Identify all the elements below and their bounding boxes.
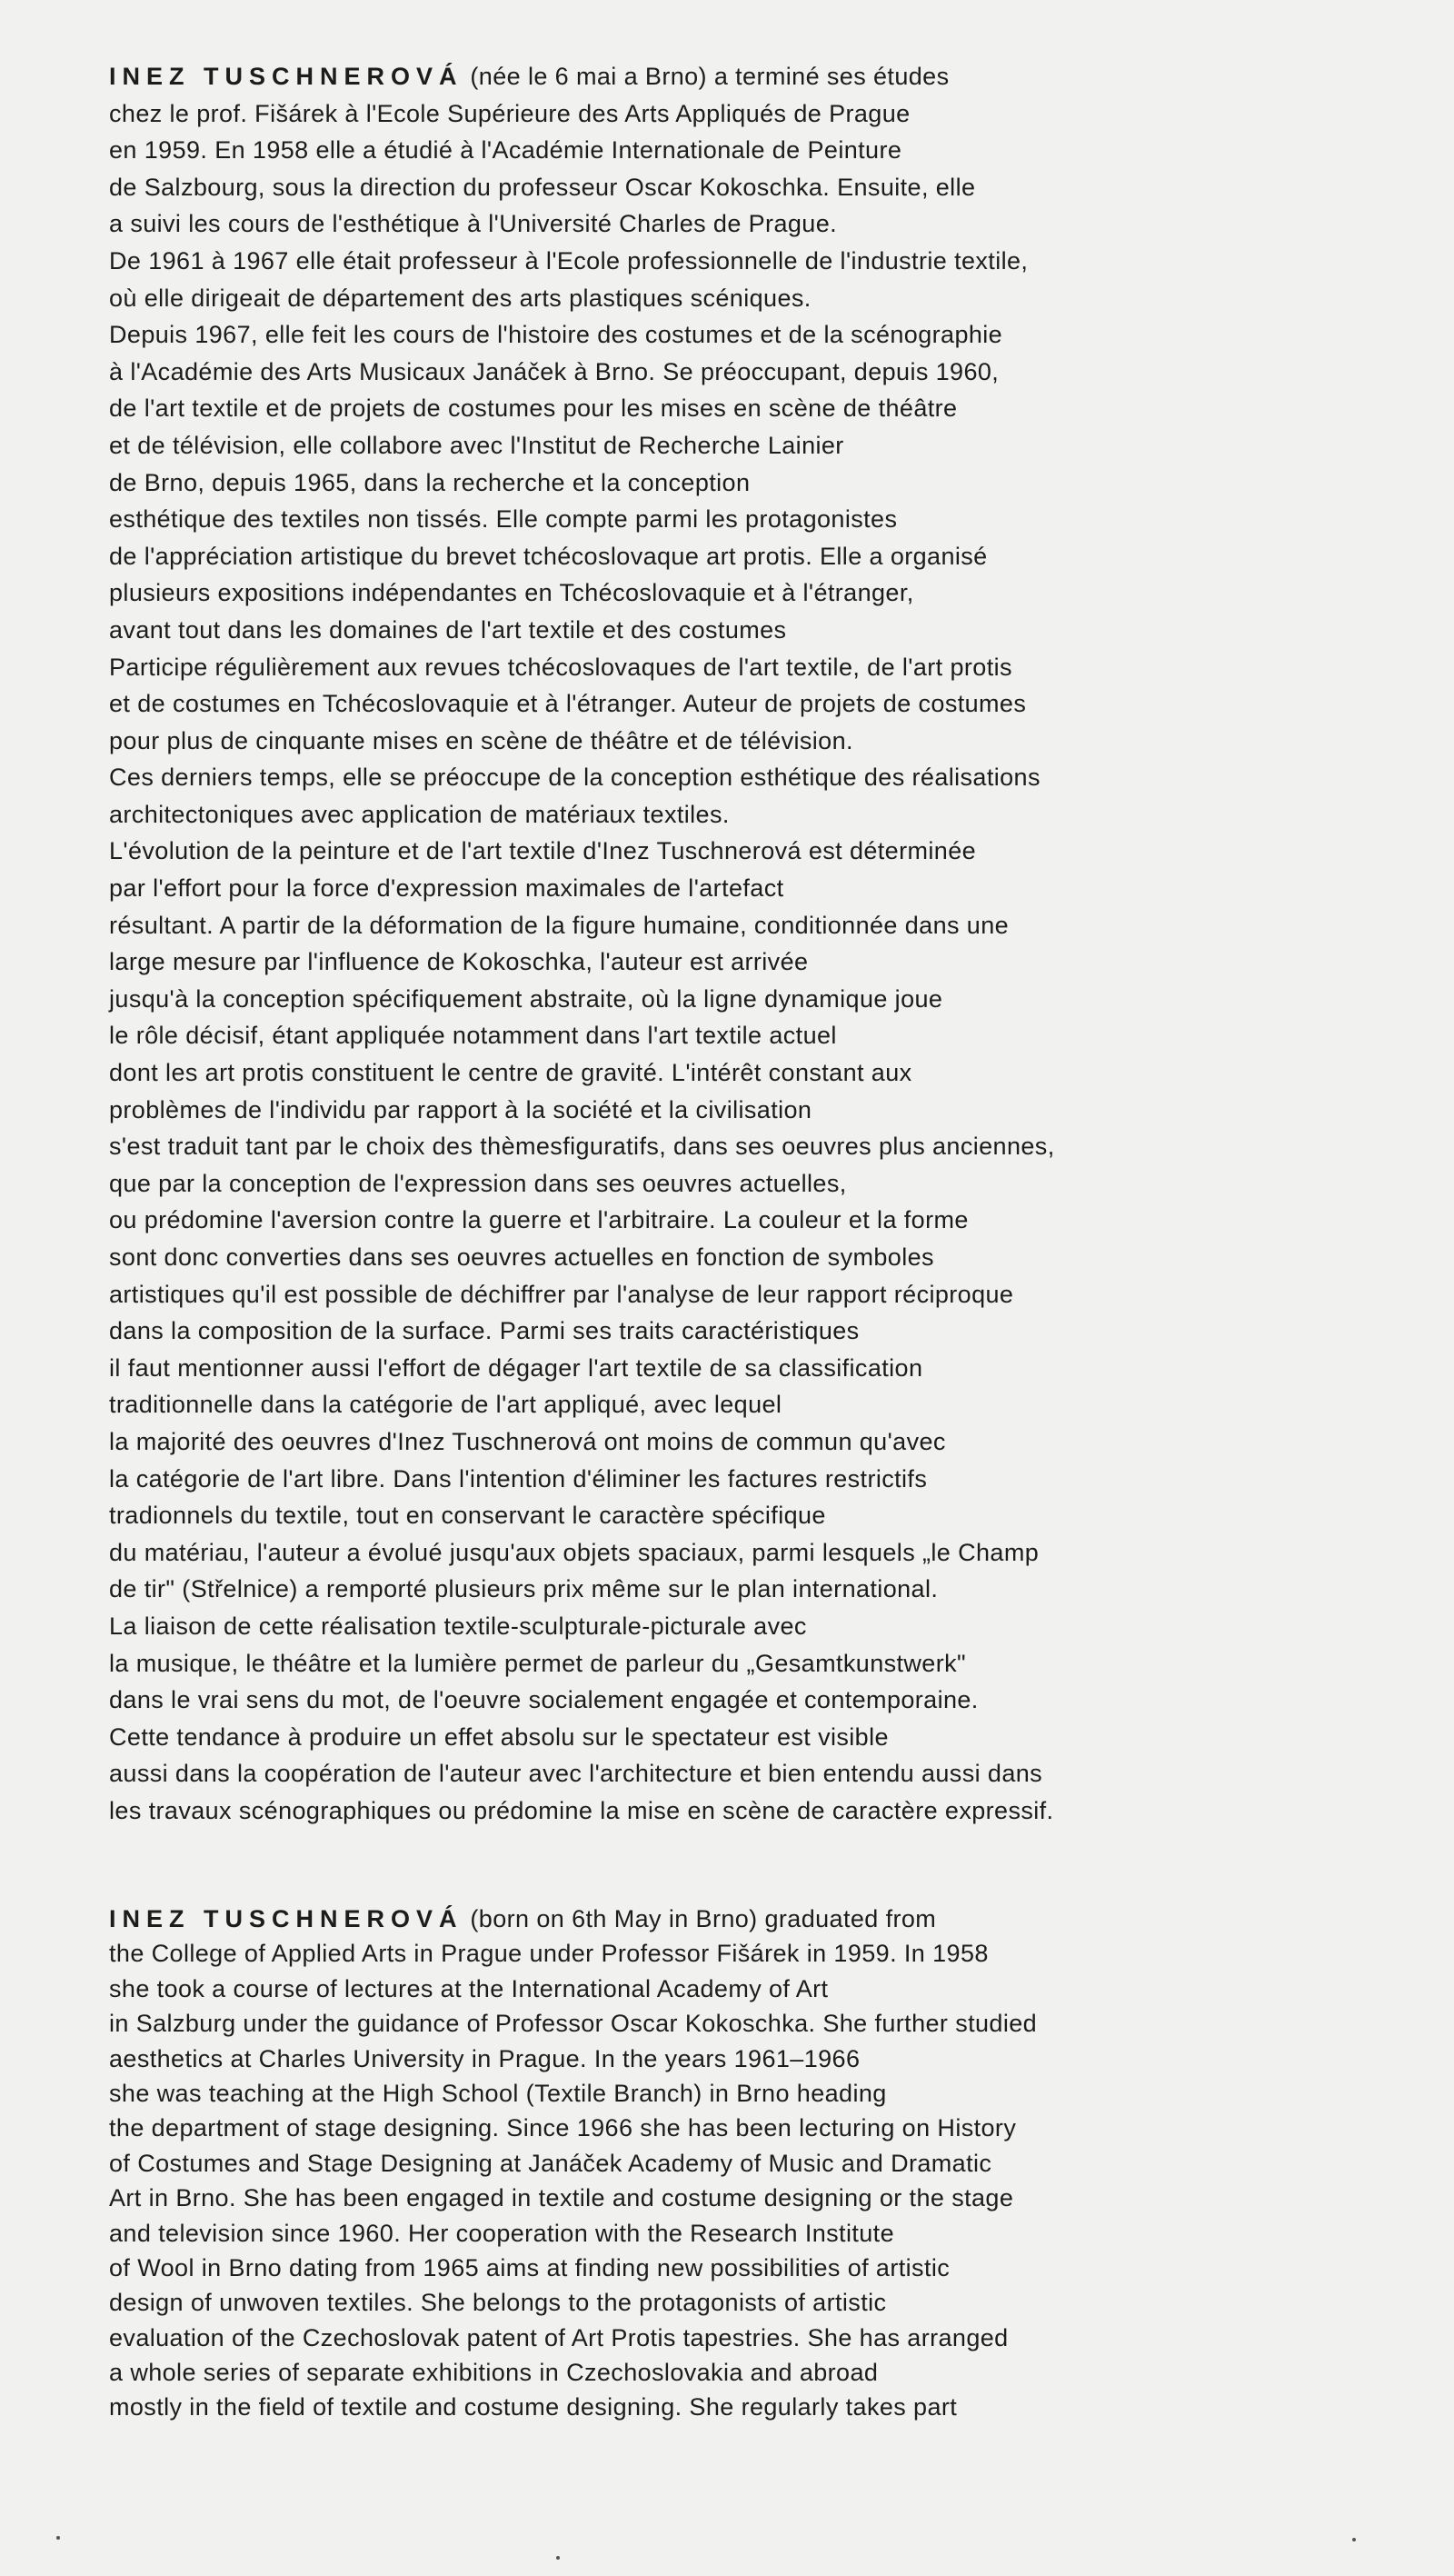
text-line [109,1128,1055,1165]
line-text: L'évolution de la peinture et de l'art textile d'Inez Tuschnerová est déterminée [109,837,977,865]
text-line [109,1239,1055,1276]
line-text: Participe régulièrement aux revues tchécoslovaques de l'art textile, de l'art protis [109,653,1012,681]
text-line [109,95,1055,133]
text-line [109,1608,1055,1645]
text-line [109,1682,1055,1719]
line-text: dans le vrai sens du mot, de l'oeuvre socialement engagée et contemporaine. [109,1686,979,1714]
text-line [109,1755,1055,1792]
line-text: avant tout dans les domaines de l'art textile et des costumes [109,615,787,644]
line-text: traditionnelle dans la catégorie de l'art appliqué, avec lequel [109,1391,782,1419]
text-line [109,1461,1055,1498]
line-text: La liaison de cette réalisation textile-sculpturale-picturale avec [109,1612,807,1640]
text-line [109,2181,1037,2215]
line-text: the department of stage designing. Since 1966 she has been lecturing on History [109,2114,1017,2142]
line-text: ou prédomine l'aversion contre la guerre et l'arbitraire. La couleur et la forme [109,1206,969,1234]
text-line [109,1350,1055,1387]
text-line [109,1792,1055,1830]
text-line [109,1386,1055,1423]
text-line [109,759,1055,796]
text-line [109,870,1055,907]
line-text: a whole series of separate exhibitions in Czechoslovakia and abroad [109,2359,879,2387]
line-text: De 1961 à 1967 elle était professeur à l'Ecole professionnelle de l'industrie textile, [109,246,1029,275]
text-line [109,1423,1055,1461]
line-text: esthétique des textiles non tissés. Elle compte parmi les protagonistes [109,505,898,534]
line-text: design of unwoven textiles. She belongs to the protagonists of artistic [109,2289,887,2317]
text-line [109,907,1055,944]
text-line [109,1276,1055,1313]
text-line [109,1017,1055,1054]
text-line [109,2216,1037,2251]
french-biography [109,58,1055,1830]
text-line [109,2076,1037,2111]
line-text: de l'appréciation artistique du brevet tchécoslovaque art protis. Elle a organisé [109,542,988,570]
line-text: que par la conception de l'expression dans ses oeuvres actuelles, [109,1169,847,1197]
line-text: et de télévision, elle collabore avec l'Institut de Recherche Lainier [109,431,844,459]
line-text: architectoniques avec application de matériaux textiles. [109,800,730,828]
text-line [109,169,1055,206]
text-line [109,316,1055,354]
line-text: s'est traduit tant par le choix des thèmesfiguratifs, dans ses oeuvres plus anciennes, [109,1133,1055,1161]
text-line [109,1645,1055,1682]
text-line [109,2355,1037,2390]
line-text: pour plus de cinquante mises en scène de théâtre et de télévision. [109,726,853,754]
text-line [109,2390,1037,2424]
english-biography [109,1902,1037,2425]
text-line [109,1092,1055,1129]
text-line [109,205,1055,243]
line-text: aesthetics at Charles University in Prague. In the years 1961–1966 [109,2044,861,2072]
text-line [109,1202,1055,1239]
line-text: le rôle décisif, étant appliquée notamment dans l'art textile actuel [109,1022,837,1050]
text-line [109,280,1055,317]
text-line [109,58,1055,95]
text-line [109,2006,1037,2041]
line-text: mostly in the field of textile and costume designing. She regularly takes part [109,2393,958,2421]
line-text: Ces derniers temps, elle se préoccupe de la conception esthétique des réalisations [109,764,1041,792]
line-text: Cette tendance à produire un effet absolu sur le spectateur est visible [109,1722,889,1751]
line-text: aussi dans la coopération de l'auteur avec l'architecture et bien entendu aussi dans [109,1760,1043,1788]
text-line [109,354,1055,391]
line-text: artistiques qu'il est possible de déchiffrer par l'analyse de leur rapport réciproque [109,1280,1014,1308]
line-text: of Costumes and Stage Designing at Janáček Academy of Music and Dramatic [109,2149,992,2177]
line-text: a suivi les cours de l'esthétique à l'Université Charles de Prague. [109,210,838,238]
text-line [109,1165,1055,1203]
line-text: de Salzbourg, sous la direction du professeur Oscar Kokoschka. Ensuite, elle [109,173,976,201]
text-line [109,2251,1037,2285]
text-line [109,574,1055,612]
text-line [109,1054,1055,1092]
scan-speck [1352,2538,1356,2541]
scan-speck [556,2556,560,2560]
line-text: sont donc converties dans ses oeuvres actuelles en fonction de symboles [109,1243,934,1271]
line-text: la catégorie de l'art libre. Dans l'intention d'éliminer les factures restrictifs [109,1464,928,1493]
text-line [109,501,1055,538]
text-line [109,464,1055,502]
line-text: de l'art textile et de projets de costumes pour les mises en scène de théâtre [109,394,958,423]
line-text: she was teaching at the High School (Textile Branch) in Brno heading [109,2079,887,2107]
scan-speck [56,2536,60,2540]
line-text: les travaux scénographiques ou prédomine la mise en scène de caractère expressif. [109,1796,1054,1824]
text-line [109,132,1055,169]
line-text: and television since 1960. Her cooperation with the Research Institute [109,2219,894,2247]
text-line [109,390,1055,427]
line-text: chez le prof. Fišárek à l'Ecole Supérieure des Arts Appliqués de Prague [109,99,911,127]
line-text: (née le 6 mai a Brno) a terminé ses études [463,63,950,90]
line-text: en 1959. En 1958 elle a étudié à l'Académie Internationale de Peinture [109,136,902,165]
text-line [109,649,1055,686]
text-line [109,1719,1055,1756]
line-text: dans la composition de la surface. Parmi ses traits caractéristiques [109,1317,860,1345]
line-text: de Brno, depuis 1965, dans la recherche et la conception [109,468,751,496]
text-line [109,981,1055,1018]
line-text: du matériau, l'auteur a évolué jusqu'aux objets spaciaux, parmi lesquels „le Champ [109,1538,1040,1566]
text-line [109,2042,1037,2076]
line-text: il faut mentionner aussi l'effort de dégager l'art textile de sa classification [109,1353,923,1382]
line-text: of Wool in Brno dating from 1965 aims at finding new possibilities of artistic [109,2253,951,2281]
line-text: in Salzburg under the guidance of Professor Oscar Kokoschka. She further studied [109,2010,1038,2038]
text-line [109,1972,1037,2006]
line-text: tradionnels du textile, tout en conservant le caractère spécifique [109,1502,826,1530]
line-text: dont les art protis constituent le centre de gravité. L'intérêt constant aux [109,1059,912,1087]
line-text: et de costumes en Tchécoslovaquie et à l'étranger. Auteur de projets de costumes [109,690,1027,718]
text-line [109,1936,1037,1971]
text-line [109,243,1055,280]
line-text: large mesure par l'influence de Kokoschka, l'auteur est arrivée [109,948,809,976]
text-line [109,1902,1037,1936]
text-line [109,1497,1055,1534]
text-line [109,427,1055,464]
text-line [109,612,1055,649]
line-text: she took a course of lectures at the International Academy of Art [109,1974,829,2002]
line-text: jusqu'à la conception spécifiquement abstraite, où la ligne dynamique joue [109,984,943,1013]
text-line [109,1313,1055,1350]
artist-name: INEZ TUSCHNEROVÁ [109,1905,463,1932]
line-text: Depuis 1967, elle feit les cours de l'histoire des costumes et de la scénographie [109,321,1003,349]
line-text: la musique, le théâtre et la lumière permet de parleur du „Gesamtkunstwerk" [109,1649,967,1677]
artist-name: INEZ TUSCHNEROVÁ [109,63,463,90]
text-line [109,538,1055,575]
line-text: plusieurs expositions indépendantes en Tchécoslovaquie et à l'étranger, [109,579,914,607]
line-text: où elle dirigeait de département des arts plastiques scéniques. [109,284,812,312]
text-line [109,796,1055,834]
text-line [109,723,1055,760]
text-line [109,944,1055,981]
text-line [109,2111,1037,2145]
line-text: résultant. A partir de la déformation de la figure humaine, conditionnée dans une [109,911,1010,939]
text-line [109,833,1055,870]
text-line [109,1534,1055,1572]
line-text: the College of Applied Arts in Prague under Professor Fišárek in 1959. In 1958 [109,1940,989,1968]
line-text: la majorité des oeuvres d'Inez Tuschnerová ont moins de commun qu'avec [109,1427,946,1455]
text-line [109,2285,1037,2320]
line-text: (born on 6th May in Brno) graduated from [463,1905,937,1932]
text-line [109,2146,1037,2181]
text-line [109,2321,1037,2355]
line-text: à l'Académie des Arts Musicaux Janáček à Brno. Se préoccupant, depuis 1960, [109,357,1000,385]
line-text: evaluation of the Czechoslovak patent of Art Protis tapestries. She has arranged [109,2323,1009,2351]
line-text: par l'effort pour la force d'expression maximales de l'artefact [109,874,784,903]
line-text: de tir" (Střelnice) a remporté plusieurs prix même sur le plan international. [109,1575,939,1603]
text-line [109,1571,1055,1608]
line-text: Art in Brno. She has been engaged in textile and costume designing or the stage [109,2184,1014,2212]
text-line [109,685,1055,723]
line-text: problèmes de l'individu par rapport à la société et la civilisation [109,1095,812,1123]
